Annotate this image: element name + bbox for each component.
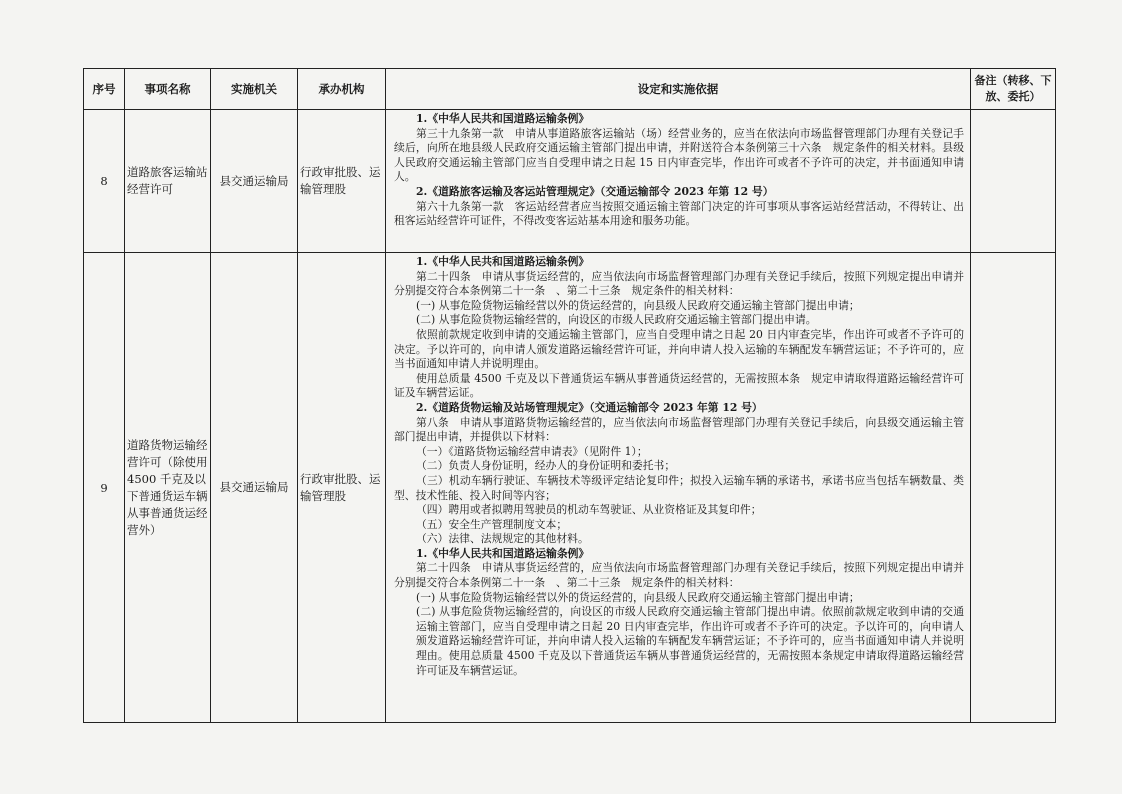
- header-no: 序号: [84, 69, 125, 110]
- basis-heading: 1.《中华人民共和国道路运输条例》: [416, 546, 590, 560]
- basis-paragraph: 第六十九条第一款 客运站经营者应当按照交通运输主管部门决定的许可事项从事客运站经营活动，不得转让、出租客运站经营许可证件，不得改变客运站基本用途和服务功能。: [394, 199, 964, 228]
- basis-paragraph: (一) 从事危险货物运输经营以外的货运经营的，向县级人民政府交通运输主管部门提出申请；: [416, 590, 860, 604]
- basis-paragraph: (二) 从事危险货物运输经营的，向设区的市级人民政府交通运输主管部门提出申请。依照前款规定收到申请的交通运输主管部门，应当自受理申请之日起 20 日内审查完毕，作出许可或者不予许可的决定。予以许可的，向申请人颁发道路运输经营许可证，并向申请人投入运输的车辆配发车辆营运证；不予许可的，应当书面通知申请人并说明理由。使用总质量 4500 千克及以下普通货运车辆从事普通货运经营的，无需按照本条规定申请取得道路运输经营许可证及车辆营运证。: [416, 605, 964, 677]
- row-org: 行政审批股、运输管理股: [298, 253, 386, 723]
- row-authority: 县交通运输局: [211, 253, 298, 723]
- basis-paragraph: 第八条 申请从事道路货物运输经营的，应当依法向市场监督管理部门办理有关登记手续后，向县级交通运输主管部门提出申请，并提供以下材料：: [394, 415, 964, 444]
- header-authority: 实施机关: [211, 69, 298, 110]
- basis-paragraph: (一) 从事危险货物运输经营以外的货运经营的，向县级人民政府交通运输主管部门提出申请；: [416, 298, 860, 312]
- row-no: 8: [84, 110, 125, 253]
- header-name: 事项名称: [125, 69, 211, 110]
- basis-heading: 1.《中华人民共和国道路运输条例》: [416, 255, 590, 268]
- header-remark: 备注（转移、下放、委托）: [971, 69, 1056, 110]
- basis-heading: 2.《道路货物运输及站场管理规定》（交通运输部令 2023 年第 12 号）: [416, 400, 763, 414]
- basis-paragraph: （五）安全生产管理制度文本；: [416, 517, 568, 531]
- basis-paragraph: 第二十四条 申请从事货运经营的，应当依法向市场监督管理部门办理有关登记手续后，按照下列规定提出申请并分别提交符合本条例第二十一条 、第二十三条 规定条件的相关材料：: [394, 269, 964, 298]
- row-no: 9: [84, 253, 125, 723]
- basis-paragraph: 使用总质量 4500 千克及以下普通货运车辆从事普通货运经营的，无需按照本条 规定申请取得道路运输经营许可证及车辆营运证。: [394, 371, 964, 400]
- basis-paragraph: (二) 从事危险货物运输经营的，向设区的市级人民政府交通运输主管部门提出申请。: [416, 313, 817, 327]
- basis-paragraph: （四）聘用或者拟聘用驾驶员的机动车驾驶证、从业资格证及其复印件；: [416, 503, 762, 517]
- row-basis: [386, 110, 971, 253]
- row-authority: 县交通运输局: [211, 110, 298, 253]
- basis-heading: 1.《中华人民共和国道路运输条例》: [416, 112, 590, 125]
- permit-table: [83, 68, 1056, 723]
- row-basis: [386, 253, 971, 723]
- basis-paragraph: 第三十九条第一款 申请从事道路旅客运输站（场）经营业务的，应当在依法向市场监督管理部门办理有关登记手续后，向所在地县级人民政府交通运输主管部门提出申请，并附送符合本条例第三十六条 规定条件的相关材料。县级人民政府交通运输主管部门应当自受理申请之日起 15 日内审查完毕，作出许可或者不予许可的决定，并书面通知申请人。: [394, 126, 964, 184]
- table-header-row: [84, 69, 1056, 110]
- row-remark: [971, 253, 1056, 723]
- basis-paragraph: （二）负责人身份证明，经办人的身份证明和委托书；: [416, 459, 676, 473]
- basis-heading: 2.《道路旅客运输及客运站管理规定》（交通运输部令 2023 年第 12 号）: [416, 184, 774, 198]
- row-org: 行政审批股、运输管理股: [298, 110, 386, 253]
- basis-paragraph: （一）《道路货物运输经营申请表》（见附件 1）；: [416, 444, 648, 458]
- basis-paragraph: 第二十四条 申请从事货运经营的，应当依法向市场监督管理部门办理有关登记手续后，按照下列规定提出申请并分别提交符合本条例第二十一条 、第二十三条 规定条件的相关材料：: [394, 561, 964, 590]
- table-row: [84, 253, 1056, 723]
- row-item-name: 道路货物运输经营许可（除使用 4500 千克及以下普通货运车辆从事普通货运经营外）: [125, 253, 211, 723]
- row-remark: [971, 110, 1056, 253]
- basis-paragraph: （三）机动车辆行驶证、车辆技术等级评定结论复印件；拟投入运输车辆的承诺书，承诺书应当包括车辆数量、类型、技术性能、投入时间等内容；: [394, 473, 964, 502]
- table-row: [84, 110, 1056, 253]
- row-item-name: 道路旅客运输站经营许可: [125, 110, 211, 253]
- basis-paragraph: 依照前款规定收到申请的交通运输主管部门，应当自受理申请之日起 20 日内审查完毕，作出许可或者不予许可的决定。予以许可的，向申请人颁发道路运输经营许可证，并向申请人投入运输的车辆配发车辆营运证；不予许可的，应当书面通知申请人并说明理由。: [394, 327, 964, 371]
- header-org: 承办机构: [298, 69, 386, 110]
- header-basis: 设定和实施依据: [386, 69, 971, 110]
- basis-paragraph: （六）法律、法规规定的其他材料。: [416, 532, 589, 546]
